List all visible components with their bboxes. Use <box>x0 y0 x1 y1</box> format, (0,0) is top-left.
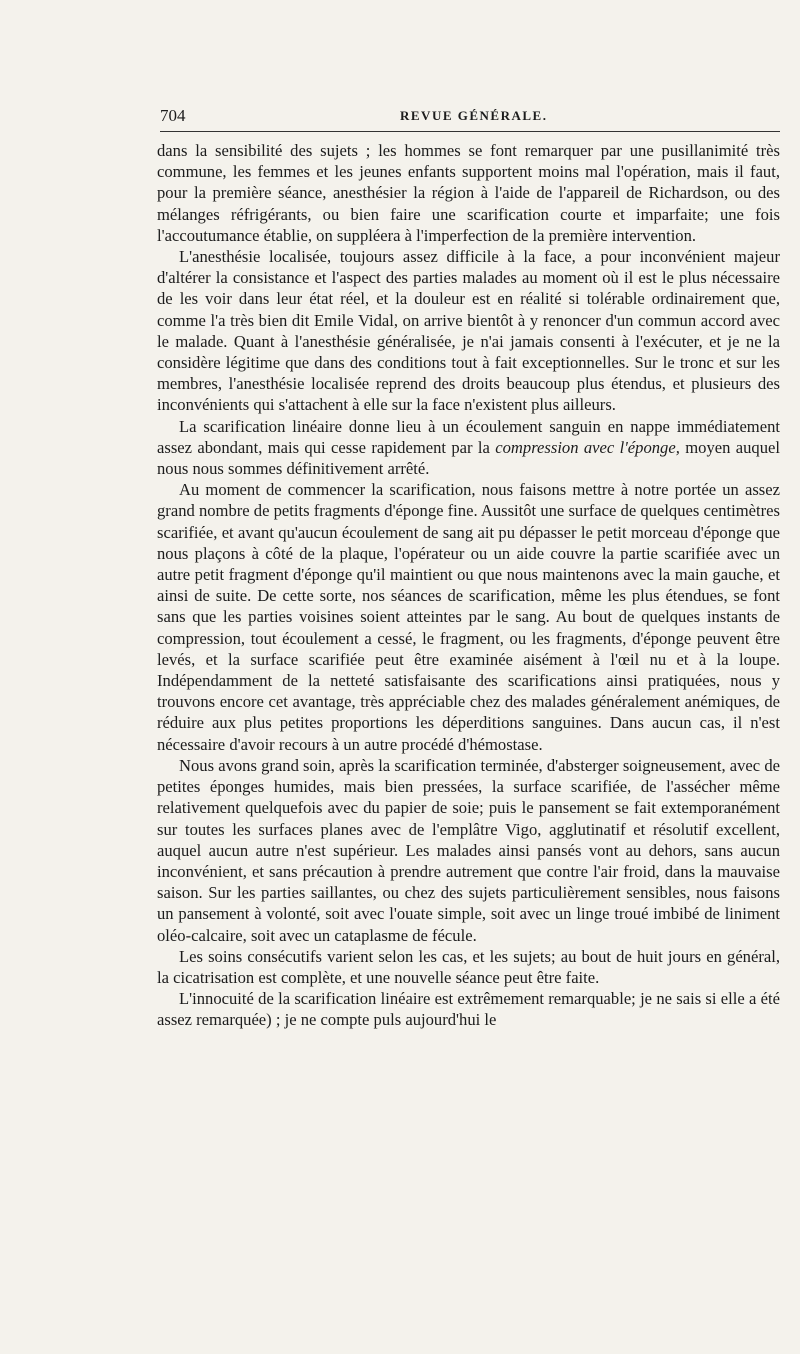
paragraph: Nous avons grand soin, après la scarification terminée, d'absterger soigneusement, avec de petites éponges humides, mais bien pressées, la surface scarifiée, de l'assécher même relativement quelquefois avec du papier de soie; puis le pansement se fait extemporanément sur toutes les surfaces planes avec de l'emplâtre Vigo, agglutinatif et résolutif excellent, auquel aucun autre n'est supérieur. Les malades ainsi pansés vont au dehors, sans aucun inconvénient, et sans précaution à prendre autrement que contre l'air froid, dans la mauvaise saison. Sur les parties saillantes, ou chez des sujets particulièrement sensibles, nous faisons un pansement à volonté, soit avec l'ouate simple, soit avec un linge troué imbibé de liniment oléo-calcaire, soit avec un cataplasme de fécule. <box>157 755 780 945</box>
paragraph: Les soins consécutifs varient selon les cas, et les sujets; au bout de huit jours en général, la cicatrisation est complète, et une nouvelle séance peut être faite. <box>157 946 780 987</box>
page-header <box>160 106 780 128</box>
paragraph: L'innocuité de la scarification linéaire est extrêmement remarquable; je ne sais si elle a été assez remarquée) ; je ne compte puls aujourd'hui le <box>157 989 780 1030</box>
paragraph-text: moyen auquel nous nous sommes définitivement arrêté. <box>157 437 780 479</box>
emphasis-text: compression avec l'éponge, <box>495 437 680 457</box>
body-text <box>157 140 780 1031</box>
running-title: REVUE GÉNÉRALE. <box>400 108 548 123</box>
paragraph: Au moment de commencer la scarification, nous faisons mettre à notre portée un assez grand nombre de petits fragments d'éponge fine. Aussitôt une surface de quelques centimètres scarifiée, et avant qu'aucun écoulement de sang ait pu dépasser le petit morceau d'éponge que nous plaçons à côté de la plaque, l'opérateur ou un aide couvre la partie scarifiée avec un autre petit fragment d'éponge qu'il maintient ou que nous maintenons avec la main gauche, et ainsi de suite. De cette sorte, nos séances de scarification, même les plus étendues, se font sans que les parties voisines soient atteintes par le sang. Au bout de quelques instants de compression, tout écoulement a cessé, le fragment, ou les fragments, d'éponge peuvent être levés, et la surface scarifiée peut être examinée aisément à l'œil nu et à la loupe. Indépendamment de la netteté satisfaisante des scarifications ainsi pratiquées, nous y trouvons encore cet avantage, très appréciable chez des malades généralement anémiques, de réduire aux plus petites proportions les déperditions sanguines. Dans aucun cas, il n'est nécessaire d'avoir recours à un autre procédé d'hémostase. <box>157 480 780 754</box>
paragraph: dans la sensibilité des sujets ; les hommes se font remarquer par une pusillanimité très commune, les femmes et les jeunes enfants supportent moins mal l'opération, mais il faut, pour la première séance, anesthésier la région à l'aide de l'appareil de Richardson, ou des mélanges réfrigérants, ou bien faire une scarification courte et imparfaite; une fois l'accoutumance établie, on suppléera à l'imperfection de la première intervention. <box>157 141 780 245</box>
paragraph <box>157 416 780 480</box>
header-rule <box>160 131 780 132</box>
paragraph: L'anesthésie localisée, toujours assez difficile à la face, a pour inconvénient majeur d'altérer la consistance et l'aspect des parties malades au moment où il est le plus nécessaire de les voir dans leur état réel, et la douleur est en réalité si tolérable ordinairement que, comme l'a très bien dit Emile Vidal, on arrive bientôt à y renoncer d'un commun accord avec le malade. Quant à l'anesthésie généralisée, je n'ai jamais consenti à l'exécuter, et je ne la considère légitime que dans des conditions tout à fait exceptionnelles. Sur le tronc et sur les membres, l'anesthésie localisée reprend des droits beaucoup plus étendus, et plusieurs des inconvénients qui s'attachent à elle sur la face n'existent plus ailleurs. <box>157 247 780 415</box>
page-number: 704 <box>160 106 186 125</box>
paragraph-text: La scarification linéaire donne lieu à un écoulement sanguin en nappe immédiatement assez abondant, mais qui cesse rapidement par la <box>157 416 780 457</box>
